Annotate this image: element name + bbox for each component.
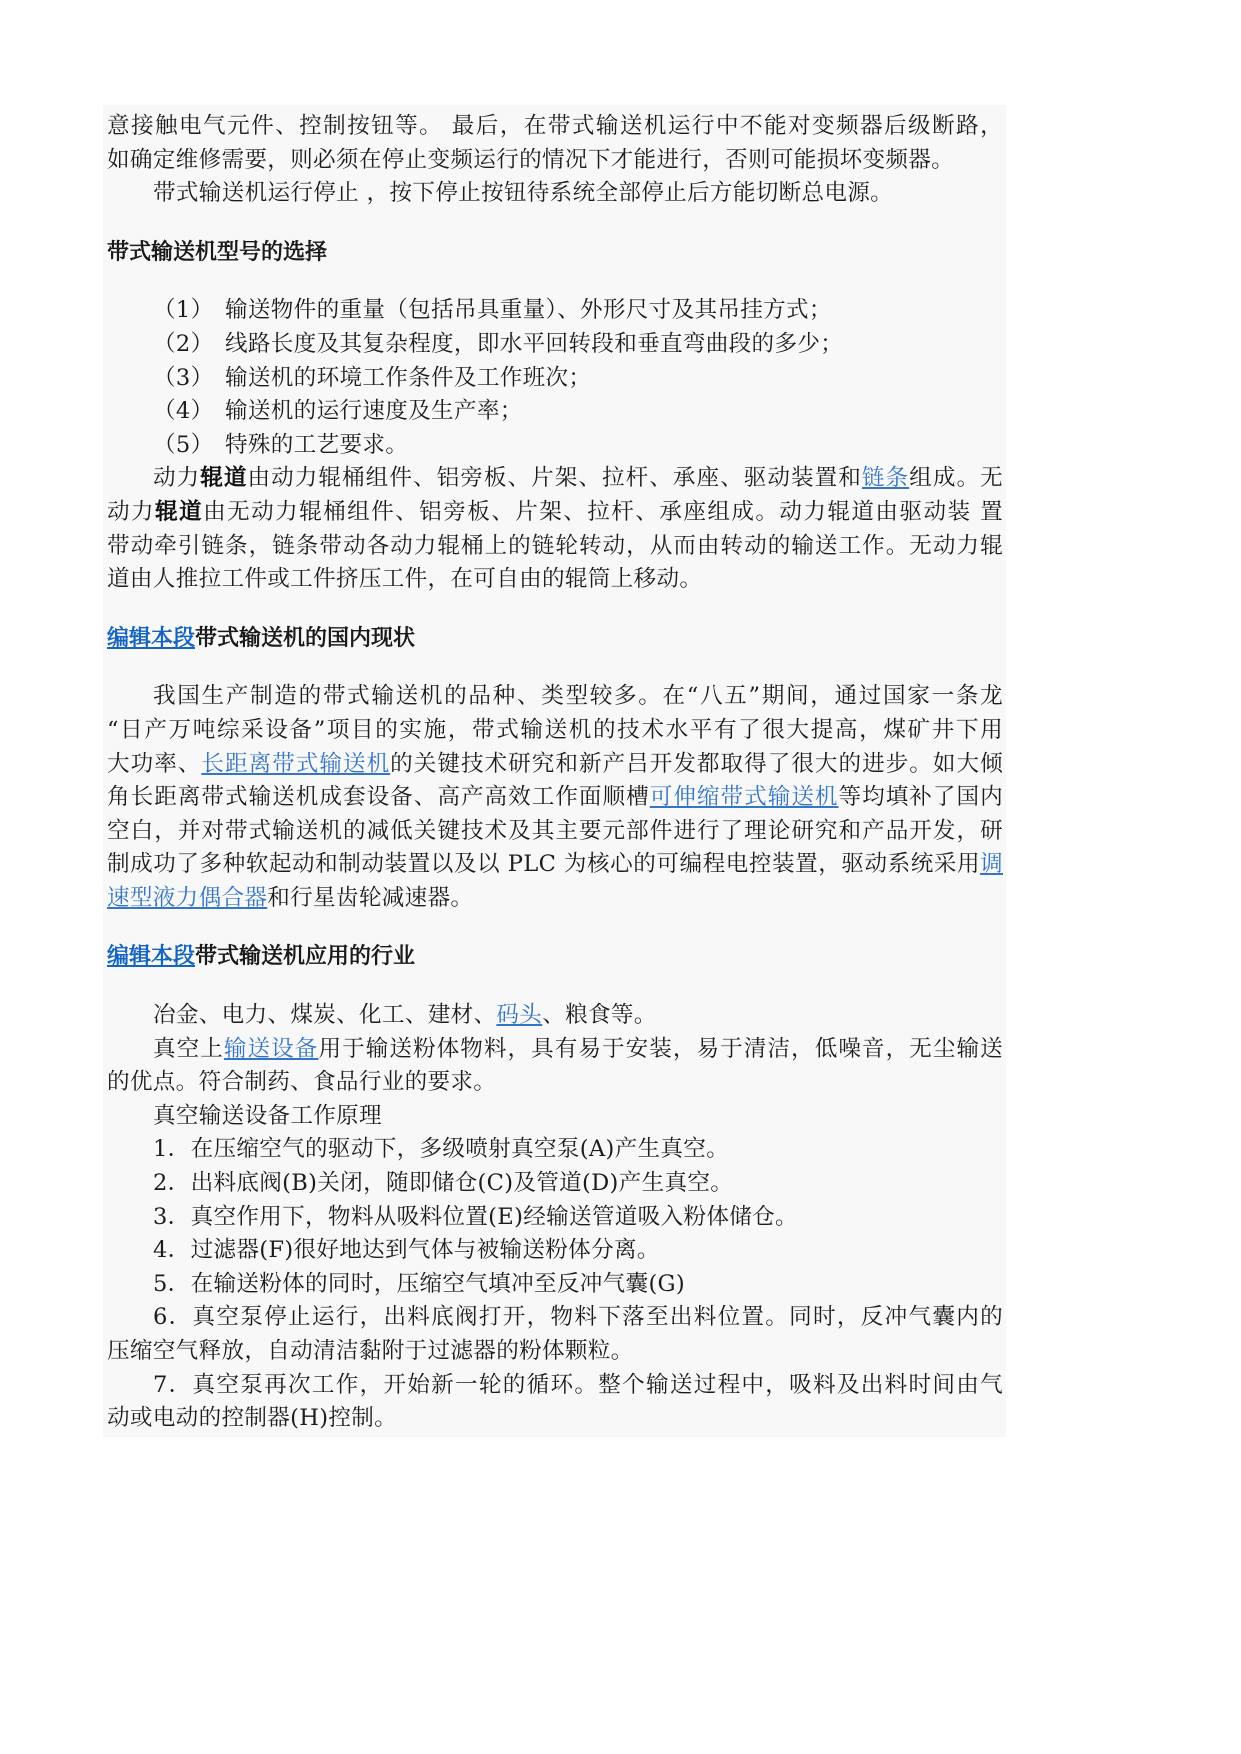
text-segment: 大功率、 (107, 750, 202, 777)
text-line: 的优点。符合制药、食品行业的要求。 (107, 1069, 497, 1096)
edit-section-link[interactable]: 编辑本段 (107, 625, 196, 651)
text-line (107, 748, 1003, 782)
stop-note-paragraph: 带式输送机运行停止 ，按下停止按钮待系统全部停止后方能切断总电源。 (153, 180, 894, 207)
link-conveying-equipment[interactable]: 输送设备 (223, 1035, 319, 1062)
step-line: 压缩空气释放，自动清洁黏附于过滤器的粉体颗粒。 (107, 1338, 634, 1364)
list-item (107, 328, 1003, 362)
step-line: 4．过滤器(F)很好地达到气体与被输送粉体分离。 (153, 1237, 660, 1264)
text-segment: 用于输送粉体物料，具有易于安装，易于清洁，低噪音，无尘输送 (318, 1035, 1003, 1062)
list-item-number: （3） (153, 364, 214, 391)
list-item-text: 输送机的运行速度及生产率； (225, 398, 523, 425)
text-segment: 的关键技术研究和新产吕开发都取得了很大的进步。如大倾 (390, 750, 1003, 777)
link-chain[interactable]: 链条 (861, 465, 910, 492)
step-line: 2．出料底阀(B)关闭，随即储仓(C)及管道(D)产生真空。 (153, 1170, 734, 1197)
list-item-text: 输送机的环境工作条件及工作班次； (225, 364, 592, 391)
text-line: “日产万吨综采设备”项目的实施，带式输送机的技术水平有了很大提高，煤矿井下用 (107, 716, 1003, 743)
text-segment: 等均填补了国内 (838, 784, 1003, 811)
text-line: 意接触电气元件、控制按钮等。 最后，在带式输送机运行中不能对变频器后级断路， (107, 113, 1003, 139)
text-line (107, 781, 1003, 815)
list-item-number: （5） (153, 431, 214, 458)
link-dock[interactable]: 码头 (496, 1002, 543, 1029)
text-segment: 、粮食等。 (542, 1002, 657, 1029)
edit-section-link[interactable]: 编辑本段 (107, 944, 196, 970)
step-line: 3．真空作用下，物料从吸料位置(E)经输送管道吸入粉体储仓。 (153, 1203, 798, 1230)
text-segment: 动力 (107, 498, 156, 525)
text-line (107, 1033, 1003, 1067)
list-item-text: 线路长度及其复杂程度，即水平回转段和垂直弯曲段的多少； (225, 330, 844, 357)
text-segment: 组成。无 (909, 465, 1003, 492)
principle-title: 真空输送设备工作原理 (153, 1102, 382, 1129)
section-heading-text: 带式输送机的国内现状 (195, 625, 416, 651)
text-line (107, 462, 1003, 496)
text-line: 空白，并对带式输送机的减低关键技术及其主要元部件进行了理论研究和产品开发，研 (107, 817, 1003, 844)
domestic-status-paragraph (107, 680, 1003, 915)
step-line: 5．在输送粉体的同时，压缩空气填冲至反冲气囊(G) (153, 1270, 686, 1297)
text-segment: 由动力辊桶组件、铝旁板、片架、拉杆、承座、驱动装置和 (247, 465, 862, 492)
bold-term: 辊道 (200, 465, 248, 492)
text-segment: 由无动力辊桶组件、铝旁板、片架、拉杆、承座组成。动力辊道由驱动装 置 (203, 498, 1003, 525)
link-fluid-coupling[interactable]: 速型液力偶合器 (107, 884, 268, 911)
list-item (107, 429, 1003, 463)
step-line: 6．真空泵停止运行，出料底阀打开，物料下落至出料位置。同时，反冲气囊内的 (153, 1304, 1003, 1331)
link-long-distance-conveyor[interactable]: 长距离带式输送机 (201, 750, 391, 777)
text-segment: 角长距离带式输送机成套设备、高产高效工作面顺槽 (107, 784, 650, 811)
vacuum-paragraph (107, 1033, 1003, 1100)
text-segment: 真空上 (153, 1035, 224, 1062)
text-segment: 冶金、电力、煤炭、化工、建材、 (153, 1002, 497, 1029)
text-line (107, 882, 1003, 916)
step-line: 7．真空泵再次工作，开始新一轮的循环。整个输送过程中，吸料及出料时间由气 (153, 1371, 1003, 1398)
intro-paragraph (107, 110, 1003, 177)
text-line: 如确定维修需要，则必须在停止变频运行的情况下才能进行，否则可能损坏变频器。 (107, 146, 955, 173)
article-body (103, 105, 1006, 1437)
principle-steps (107, 1133, 1003, 1435)
text-line (107, 848, 1003, 882)
list-item (107, 294, 1003, 328)
text-segment: 动力 (153, 465, 201, 492)
text-segment: 制成功了多种软起动和制动装置以及以 PLC 为核心的可编程电控装置，驱动系统采用 (107, 851, 981, 878)
text-segment: 和行星齿轮减速器。 (267, 884, 474, 911)
list-item-number: （4） (153, 398, 214, 425)
section-heading-industries (107, 940, 1003, 974)
bold-term: 辊道 (155, 498, 204, 525)
step-line: 1．在压缩空气的驱动下，多级喷射真空泵(A)产生真空。 (153, 1136, 730, 1163)
list-item-number: （2） (153, 330, 214, 357)
step-line: 动或电动的控制器(H)控制。 (107, 1405, 398, 1432)
link-fluid-coupling[interactable]: 调 (980, 851, 1003, 878)
text-line: 我国生产制造的带式输送机的品种、类型较多。在“八五”期间，通过国家一条龙 (153, 683, 1003, 710)
list-item-text: 特殊的工艺要求。 (225, 431, 409, 458)
list-item-number: （1） (153, 297, 214, 324)
link-telescopic-conveyor[interactable]: 可伸缩带式输送机 (649, 784, 839, 811)
list-item (107, 395, 1003, 429)
list-item (107, 362, 1003, 396)
text-line: 带动牵引链条，链条带动各动力辊桶上的链轮转动，从而由转动的输送工作。无动力辊 (107, 532, 1003, 559)
section-heading-model-selection: 带式输送机型号的选择 (107, 239, 328, 265)
section-heading-domestic-status (107, 622, 1003, 656)
text-line (107, 496, 1003, 530)
criteria-list (107, 294, 1003, 462)
text-line: 道由人推拉工件或工件挤压工件，在可自由的辊筒上移动。 (107, 566, 703, 593)
section-heading-text: 带式输送机应用的行业 (195, 944, 416, 970)
roller-paragraph (107, 462, 1003, 596)
list-item-text: 输送物件的重量（包括吊具重量）、外形尺寸及其吊挂方式； (225, 297, 832, 324)
industries-list-line (107, 999, 1003, 1033)
